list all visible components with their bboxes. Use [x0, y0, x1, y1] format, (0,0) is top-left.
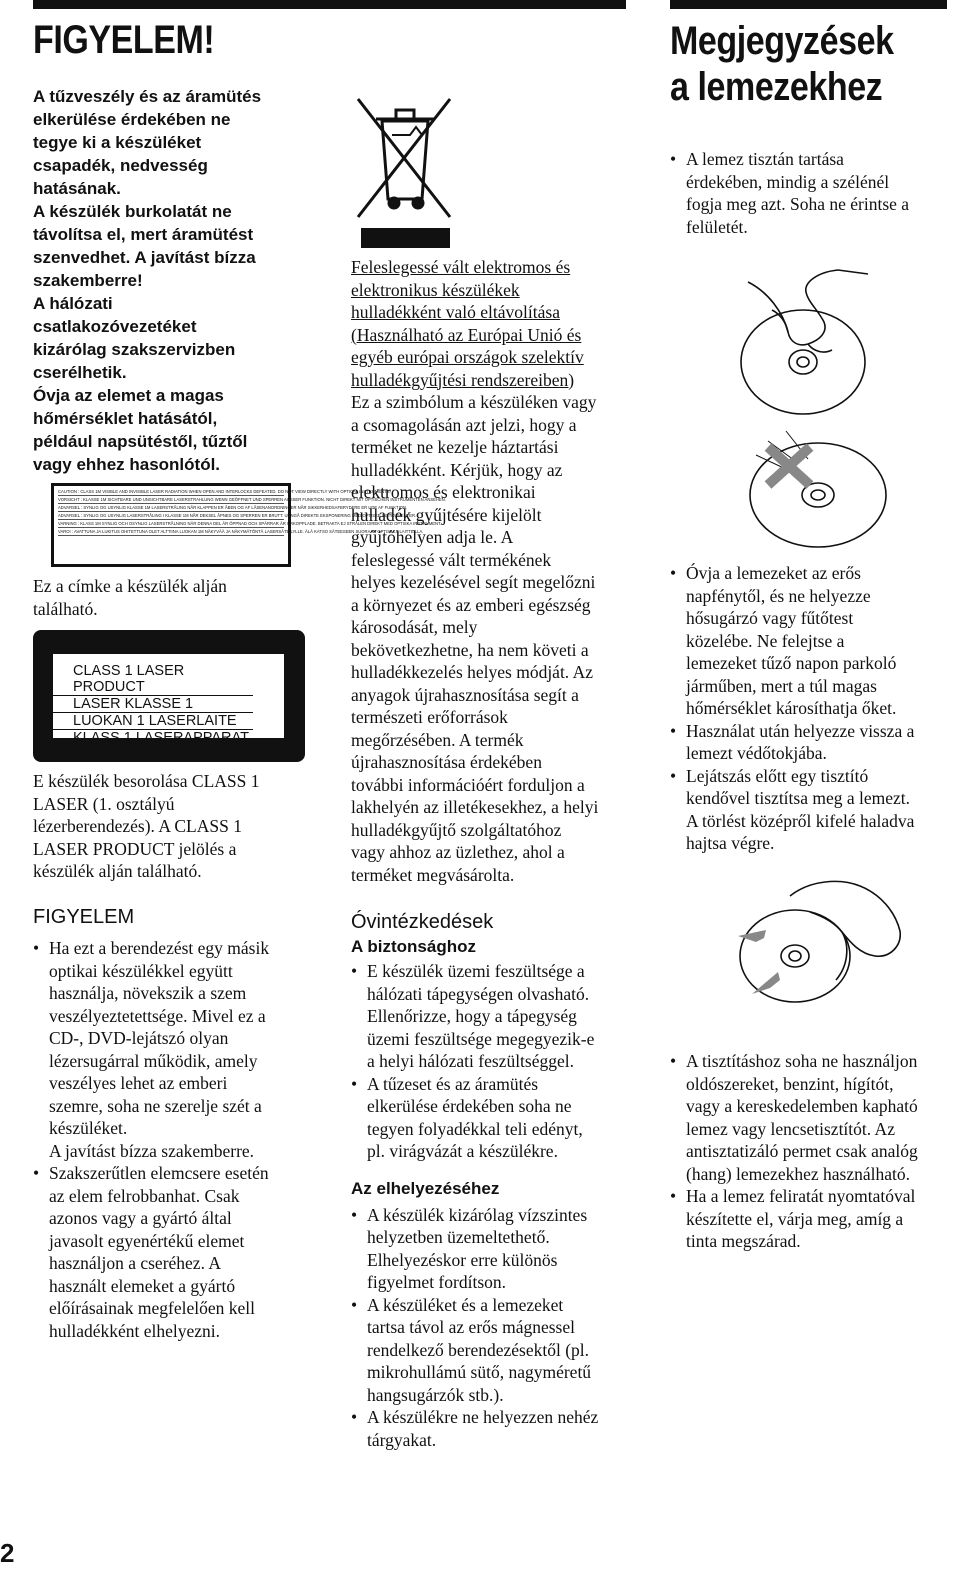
disc-cleaning-item-line: (hang) lemezekhez használható. — [686, 1163, 910, 1184]
figyelem-item-line: szemre, soha ne szerelje szét a — [49, 1095, 262, 1116]
placement-item-line: hangsugárzók stb.). — [367, 1384, 504, 1405]
top-rule-right — [670, 0, 947, 9]
figyelem-item-line: • Szakszerűtlen elemcsere esetén — [49, 1163, 269, 1183]
safety-item — [351, 1073, 636, 1163]
disc-care-item-line: hőmérséklet károsíthatja őket. — [686, 698, 897, 718]
caution-label-line: ADVARSEL : SYNLIG OG USYNLIG KLASSE 1M LASERSTRÅLING NÅR KLAPPEN ER ÅBEN OG AF LÅSENANORDNINGER NÅR SIKKERHEDSAFBRYDERE ER UDE AF FUNKTION. — [58, 505, 408, 510]
class-text-line: készülék alján található. — [33, 861, 202, 881]
warning-line: például napsütéstől, tűztől — [33, 432, 248, 451]
weee-body-line: lakhelyén az illetékesekhez, a helyi — [351, 797, 599, 817]
placement-item-line: mikrohullámú sütő, nagyméretű — [367, 1362, 592, 1382]
warning-line: hőmérséklet hatásától, — [33, 409, 218, 428]
disc-cleaning-item-line: antisztatizáló permet csak analóg — [686, 1141, 918, 1161]
figyelem-item-line: készüléket. — [49, 1118, 128, 1138]
figyelem-item-line: azonos vagy a gyártó által — [49, 1208, 232, 1228]
figyelem-list — [33, 937, 308, 1342]
disc-handling-item-line: felületét. — [686, 216, 748, 237]
warning-line: A tűzveszély és az áramütés — [33, 87, 262, 106]
disc-care-item — [670, 720, 955, 765]
label-caption-line: található. — [33, 598, 98, 619]
disc-handling-item — [670, 148, 955, 238]
placement-item-line: figyelmet fordítson. — [367, 1272, 507, 1292]
placement-item — [351, 1406, 636, 1451]
disc-care-item-line: napfénytől, és ne helyezze — [686, 585, 871, 606]
disc-cleaning-icon — [730, 876, 910, 1016]
weee-body-line: vagy ahhoz az üzlethez, ahol a — [351, 842, 565, 862]
precautions-heading: Óvintézkedések — [351, 911, 494, 933]
weee-heading-line: Feleslegessé vált elektromos és — [351, 257, 571, 277]
discs-title-line-1: Megjegyzések — [670, 19, 894, 63]
figyelem-item-line: előírásainak megfelelően kell — [49, 1298, 256, 1318]
figyelem-item-line: A javítást bízza szakemberre. — [49, 1140, 255, 1161]
weee-heading-line: (Használható az Európai Unió és — [351, 324, 582, 345]
warning-line: Óvja az elemet a magas — [33, 386, 224, 405]
disc-care-item-line: hajtsa végre. — [686, 833, 775, 853]
label-caption — [33, 575, 303, 620]
precautions-section — [351, 910, 636, 1451]
class-text-line: LASER (1. osztályú — [33, 793, 175, 814]
warning-line: A hálózati — [33, 294, 113, 313]
disc-care-item-line: A törlést középről kifelé haladva — [686, 810, 915, 831]
page-title: FIGYELEM! — [33, 18, 215, 62]
safety-item-line: elkerülése érdekében soha ne — [367, 1096, 572, 1116]
placement-item — [351, 1294, 636, 1407]
weee-heading-line: hulladékgyűjtési rendszereiben) — [351, 369, 575, 390]
weee-body-line: gyűjtőhelyen adja le. A — [351, 527, 514, 547]
laser-class-text — [33, 770, 305, 883]
caution-label-line: CAUTION : CLASS 1M VISIBLE AND INVISIBLE LASER RADIATION WHEN OPEN AND INTERLOCKS DEFEATED. DO NOT VIEW DIRECTLY WITH OPTICAL INSTRUMENTS. — [58, 489, 391, 494]
laser-label-line: LASER KLASSE 1 — [53, 696, 253, 713]
weee-body-line: feleslegessé vált termékének — [351, 549, 552, 570]
disc-sun-warning-icon — [738, 425, 898, 555]
disc-care-item — [670, 765, 955, 855]
placement-item-line: • A készülék kizárólag vízszintes — [367, 1204, 588, 1225]
weee-body-line: a csomagolásán azt jelzi, hogy a — [351, 414, 577, 435]
fire-warning — [33, 85, 308, 476]
disc-cleaning-item — [670, 1185, 955, 1253]
weee-black-bar — [361, 228, 450, 248]
page-number: 2 — [0, 1538, 15, 1568]
figyelem-section — [33, 905, 308, 1342]
figyelem-item-line: használja, növekszik a szem — [49, 983, 247, 1003]
laser-label-line: LUOKAN 1 LASERLAITE — [53, 713, 253, 730]
weee-heading-line: hulladékként való eltávolítása — [351, 302, 560, 322]
weee-heading — [351, 256, 636, 391]
safety-item-line: hálózati tápegységen olvasható. — [367, 983, 590, 1004]
placement-item-line: Elhelyezéskor erre különös — [367, 1249, 558, 1270]
figyelem-item-line: használt elemeket a gyártó — [49, 1275, 236, 1296]
discs-title — [670, 18, 894, 110]
weee-body-line: hulladékgyűjtő szolgáltatóhoz — [351, 819, 562, 840]
crossed-out-bin-icon — [350, 95, 458, 225]
placement-item-line: helyzetben üzemeltethető. — [367, 1227, 550, 1247]
safety-heading: A biztonsághoz — [351, 937, 476, 956]
figyelem-item-line: az elem felrobbanhat. Csak — [49, 1185, 240, 1206]
disc-care-item-line: • Óvja a lemezeket az erős — [686, 563, 861, 583]
weee-body-line: újrahasznosítása érdekében — [351, 752, 542, 772]
weee-body-line: elektromos és elektronikai — [351, 482, 536, 502]
figyelem-item-line: • Ha ezt a berendezést egy másik — [49, 938, 270, 958]
warning-line: hatásának. — [33, 179, 121, 198]
disc-handling-item-line: • A lemez tisztán tartása — [686, 149, 844, 169]
figyelem-item — [33, 1162, 308, 1342]
middle-column — [351, 256, 636, 886]
class-text-line: LASER PRODUCT jelölés a — [33, 838, 237, 859]
placement-list — [351, 1204, 636, 1452]
disc-cleaning-item-line: vagy a kereskedelemben kapható — [686, 1096, 918, 1116]
weee-body-line: további információért forduljon a — [351, 774, 585, 795]
weee-body-line: természeti erőforrások — [351, 707, 508, 727]
safety-item-line: pl. virágvázát a készülékre. — [367, 1141, 558, 1161]
disc-handling-item-line: fogja meg azt. Soha ne érintse a — [686, 194, 910, 214]
top-rule-left — [33, 0, 626, 9]
figyelem-item-line: használjon a cseréhez. A — [49, 1253, 222, 1273]
placement-item-line: tartsa távol az erős mágnessel — [367, 1317, 575, 1337]
safety-item — [351, 960, 636, 1073]
disc-cleaning-item-line: • A tisztításhoz soha ne használjon — [686, 1051, 918, 1071]
laser-label-line: KLASS 1 LASERAPPARAT — [53, 730, 253, 747]
weee-body-line: hulladékkezelés helyes módját. Az — [351, 662, 594, 682]
caution-label-line: VARO! : AVATTUNA JA LUKITUS OHITETTUNA OLET ALTTIINA LUOKAN 1M NÄKYVÄÄ JA NÄKYMÄTÖNTÄ LASERSÄTEILYLLE. ÄLÄ KATSO SÄTEESEEN SUORAAN OPTISILLA LAITTEILLA. — [58, 529, 424, 534]
weee-heading-line: egyéb európai országok szelektív — [351, 347, 584, 367]
placement-heading: Az elhelyezéséhez — [351, 1178, 500, 1198]
weee-body-line: terméket ne kezelje háztartási — [351, 437, 559, 457]
disc-handling-list — [670, 148, 955, 238]
hand-holding-disc-icon — [728, 262, 878, 422]
figyelem-item-line: optikai készülékkel együtt — [49, 960, 233, 981]
weee-body-line: megőrzésében. A termék — [351, 729, 524, 750]
weee-body — [351, 391, 636, 886]
figyelem-item — [33, 937, 308, 1162]
disc-cleaning-item — [670, 1050, 955, 1185]
disc-care-list — [670, 562, 955, 855]
warning-line: csapadék, nedvesség — [33, 156, 208, 175]
warning-line: elkerülése érdekében ne — [33, 110, 231, 129]
warning-line: csatlakozóvezetéket — [33, 317, 197, 336]
disc-cleaning-item-line: • Ha a lemez feliratát nyomtatóval — [686, 1186, 916, 1206]
safety-item-line: a helyi hálózati feszültséggel. — [367, 1051, 575, 1071]
weee-body-line: helyes kezelésével segít megelőzni — [351, 572, 596, 592]
laser-label-line: CLASS 1 LASER PRODUCT — [53, 663, 253, 696]
caution-label-line: VORSICHT : KLASSE 1M SICHTBARE UND UNSICHTBARE LASERSTRAHLUNG WENN GEÖFFNET UND SPERREN AUSSER FUNKTION. NICHT DIREKT MIT OPTISCHEN INSTRUMENTEN ANSEHEN. — [58, 497, 446, 502]
disc-handling-item-line: érdekében, mindig a szélénél — [686, 171, 890, 192]
weee-body-line: a környezet és az emberi egészség — [351, 594, 591, 615]
caution-label-line: ADVARSEL : SYNLIG OG USYNLIG LASERSTRÅLING I KLASSE 1M NÅR DEKSEL ÅPNES OG SPERREN ER BRUTT. UNNGÅ DIREKTE EKSPONERING MED OPTISKE INSTRUMENTER. — [58, 513, 417, 518]
disc-care-item-line: járműben, mert a túl magas — [686, 675, 877, 696]
placement-item-line: tárgyakat. — [367, 1429, 437, 1450]
disc-care-item-line: kendővel tisztítsa meg a lemezt. — [686, 788, 911, 808]
disc-care-item-line: közelébe. Ne felejtse a — [686, 630, 845, 651]
caution-label-line: VARNING : KLASS 1M SYNLIG OCH OSYNLIG LASERSTRÅLNING NÄR DENNA DEL ÄR ÖPPNAD OCH SPÄRRAR ÄR URKOPPLADE. BETRAKTA EJ STRÅLEN DIREKT MED OPTISKA INSTRUMENT. — [58, 521, 442, 526]
disc-care-item-line: hősugárzó vagy fűtőtest — [686, 608, 854, 628]
placement-item-line: • A készülékre ne helyezzen nehéz — [367, 1407, 599, 1427]
warning-line: távolítsa el, mert áramütést — [33, 225, 254, 244]
safety-item-line: Ellenőrizze, hogy a tápegység — [367, 1006, 577, 1026]
safety-item-line: tegyen folyadékkal teli edényt, — [367, 1118, 583, 1139]
weee-heading-line: elektronikus készülékek — [351, 279, 520, 300]
figyelem-item-line: veszélyes lehet az emberi — [49, 1073, 228, 1093]
figyelem-item-line: CD-, DVD-lejátszó olyan — [49, 1028, 229, 1048]
safety-list — [351, 960, 636, 1163]
class-text-line: lézerberendezés). A CLASS 1 — [33, 816, 242, 836]
disc-care-item-line: • Lejátszás előtt egy tisztító — [686, 765, 869, 786]
label-caption-line: Ez a címke a készülék alján — [33, 576, 227, 596]
placement-item-line: • A készüléket és a lemezeket — [367, 1294, 564, 1315]
disc-cleaning-list — [670, 1050, 955, 1253]
disc-cleaning-item-line: készítette el, várja meg, amíg a — [686, 1208, 904, 1229]
safety-item-line: • E készülék üzemi feszültsége a — [367, 961, 585, 981]
figyelem-item-line: javasolt egyenértékű elemet — [49, 1230, 245, 1251]
warning-line: szenvedhet. A javítást bízza — [33, 248, 256, 267]
weee-body-line: anyagok újrahasznosítása segít a — [351, 684, 579, 705]
safety-item-line: üzemi feszültsége megegyezik-e — [367, 1028, 595, 1049]
disc-care-item-line: • Használat után helyezze vissza a — [686, 720, 915, 741]
disc-cleaning-item-line: lemez vagy lencsetisztítót. Az — [686, 1118, 895, 1139]
figyelem-item-line: veszélyeztetettsége. Mivel ez a — [49, 1005, 266, 1026]
figyelem-item-line: lézersugárral működik, amely — [49, 1050, 258, 1071]
class1-laser-label — [33, 630, 305, 762]
disc-care-item-line: lemezt védőtokjába. — [686, 743, 827, 763]
weee-body-line: hulladék gyűjtésére kijelölt — [351, 504, 542, 525]
warning-line: szakemberre! — [33, 271, 143, 290]
placement-item-line: rendelkező berendezésektől (pl. — [367, 1339, 590, 1360]
disc-cleaning-item-line: oldószereket, benzint, hígítót, — [686, 1073, 894, 1094]
weee-body-line: hulladékként. Kérjük, hogy az — [351, 459, 563, 480]
warning-line: vagy ehhez hasonlótól. — [33, 455, 221, 474]
disc-care-item — [670, 562, 955, 720]
discs-title-line-2: a lemezekhez — [670, 65, 883, 109]
warning-line: A készülék burkolatát ne — [33, 202, 232, 221]
figyelem-heading: FIGYELEM — [33, 906, 135, 928]
placement-item — [351, 1204, 636, 1294]
weee-body-line: bekövetkezhetne, ha nem követi a — [351, 639, 589, 660]
warning-line: cserélhetik. — [33, 363, 127, 382]
class-text-line: E készülék besorolása CLASS 1 — [33, 771, 260, 791]
disc-cleaning-item-line: tinta megszárad. — [686, 1231, 801, 1251]
disc-care-item-line: lemezeket tűző napon parkoló — [686, 653, 897, 673]
safety-item-line: • A tűzeset és az áramütés — [367, 1073, 539, 1094]
figyelem-item-line: hulladékként elhelyezni. — [49, 1320, 221, 1341]
weee-body-line: károsodását, mely — [351, 617, 478, 637]
warning-line: tegye ki a készüléket — [33, 133, 202, 152]
weee-body-line: Ez a szimbólum a készüléken vagy — [351, 392, 597, 412]
weee-body-line: terméket megvásárolta. — [351, 864, 515, 885]
warning-line: kizárólag szakszervizben — [33, 340, 236, 359]
